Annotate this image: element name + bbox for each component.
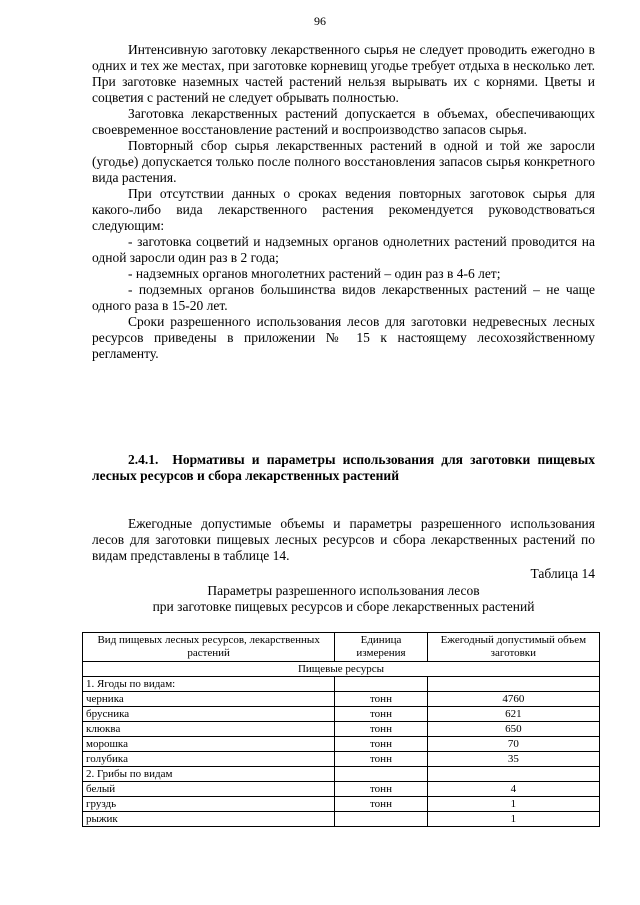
unit-cell bbox=[335, 812, 427, 827]
paragraph: Сроки разрешенного использования лесов для заготовки недревесных лесных ресурсов приведены в приложении № 15 к настоящему лесохозяйственному регламенту. bbox=[92, 314, 595, 361]
unit-cell: тонн bbox=[335, 692, 427, 707]
value-cell: 4760 bbox=[427, 692, 599, 707]
unit-cell: тонн bbox=[335, 722, 427, 737]
section-intro bbox=[92, 516, 595, 564]
paragraph: Интенсивную заготовку лекарственного сырья не следует проводить ежегодно в одних и тех же местах, при заготовке корневищ угодье требует отдыха в несколько лет. При заготовке наземных частей растений нельзя вырывать их с корнями. Цветы и соцветия с растений не следует обрывать полностью. bbox=[92, 42, 595, 105]
name-cell: голубика bbox=[83, 752, 335, 767]
value-cell: 35 bbox=[427, 752, 599, 767]
value-cell: 621 bbox=[427, 707, 599, 722]
table-row bbox=[83, 737, 600, 752]
value-cell: 4 bbox=[427, 782, 599, 797]
header-unit: Единица измерения bbox=[335, 633, 427, 662]
data-table bbox=[82, 632, 600, 827]
group-cell: 2. Грибы по видам bbox=[83, 767, 335, 782]
name-cell: белый bbox=[83, 782, 335, 797]
table-row bbox=[83, 722, 600, 737]
list-item: - подземных органов большинства видов лекарственных растений – не чаще одного раза в 15-20 лет. bbox=[92, 282, 595, 313]
list-item: - заготовка соцветий и надземных органов однолетних растений проводится на одной заросли один раз в 2 года; bbox=[92, 234, 595, 265]
table-caption bbox=[92, 583, 595, 615]
group-cell: 1. Ягоды по видам: bbox=[83, 677, 335, 692]
name-cell: черника bbox=[83, 692, 335, 707]
page-number: 96 bbox=[314, 14, 326, 28]
header-resource: Вид пищевых лесных ресурсов, лекарственных растений bbox=[83, 633, 335, 662]
table-caption-line: Параметры разрешенного использования лесов bbox=[207, 583, 480, 598]
table-caption-line: при заготовке пищевых ресурсов и сборе лекарственных растений bbox=[152, 599, 535, 614]
unit-cell: тонн bbox=[335, 707, 427, 722]
section-number: 2.4.1. bbox=[128, 452, 159, 467]
table-row bbox=[83, 707, 600, 722]
table-row bbox=[83, 782, 600, 797]
table-cell bbox=[335, 677, 427, 692]
table-row bbox=[83, 662, 600, 677]
table-cell bbox=[427, 677, 599, 692]
value-cell: 1 bbox=[427, 812, 599, 827]
table-cell bbox=[427, 767, 599, 782]
name-cell: брусника bbox=[83, 707, 335, 722]
table-row bbox=[83, 812, 600, 827]
body-text bbox=[92, 42, 595, 362]
section-title: Нормативы и параметры использования для заготовки пищевых лесных ресурсов и сбора лекарственных растений bbox=[92, 452, 595, 483]
table-cell bbox=[335, 767, 427, 782]
table-row bbox=[83, 767, 600, 782]
value-cell: 70 bbox=[427, 737, 599, 752]
value-cell: 650 bbox=[427, 722, 599, 737]
table-label: Таблица 14 bbox=[530, 566, 595, 581]
unit-cell: тонн bbox=[335, 752, 427, 767]
paragraph: Заготовка лекарственных растений допускается в объемах, обеспечивающих своевременное восстановление растений и воспроизводство запасов сырья. bbox=[92, 106, 595, 137]
table-header-row bbox=[83, 633, 600, 662]
table-row bbox=[83, 752, 600, 767]
paragraph: Ежегодные допустимые объемы и параметры разрешенного использования лесов для заготовки пищевых лесных ресурсов и сбора лекарственных растений по видам представлены в таблице 14. bbox=[92, 516, 595, 563]
unit-cell: тонн bbox=[335, 797, 427, 812]
paragraph: При отсутствии данных о сроках ведения повторных заготовок сырья для какого-либо вида лекарственного растения рекомендуется руководствоваться следующим: bbox=[92, 186, 595, 233]
unit-cell: тонн bbox=[335, 782, 427, 797]
name-cell: груздь bbox=[83, 797, 335, 812]
list-item: - надземных органов многолетних растений – один раз в 4-6 лет; bbox=[128, 266, 501, 281]
name-cell: морошка bbox=[83, 737, 335, 752]
header-volume: Ежегодный допустимый объем заготовки bbox=[427, 633, 599, 662]
section-row: Пищевые ресурсы bbox=[83, 662, 600, 677]
table-row bbox=[83, 797, 600, 812]
table-row bbox=[83, 692, 600, 707]
table-row bbox=[83, 677, 600, 692]
section-heading bbox=[92, 452, 595, 484]
name-cell: рыжик bbox=[83, 812, 335, 827]
value-cell: 1 bbox=[427, 797, 599, 812]
name-cell: клюква bbox=[83, 722, 335, 737]
paragraph: Повторный сбор сырья лекарственных растений в одной и той же заросли (угодье) допускается только после полного восстановления запасов сырья конкретного вида растения. bbox=[92, 138, 595, 185]
unit-cell: тонн bbox=[335, 737, 427, 752]
